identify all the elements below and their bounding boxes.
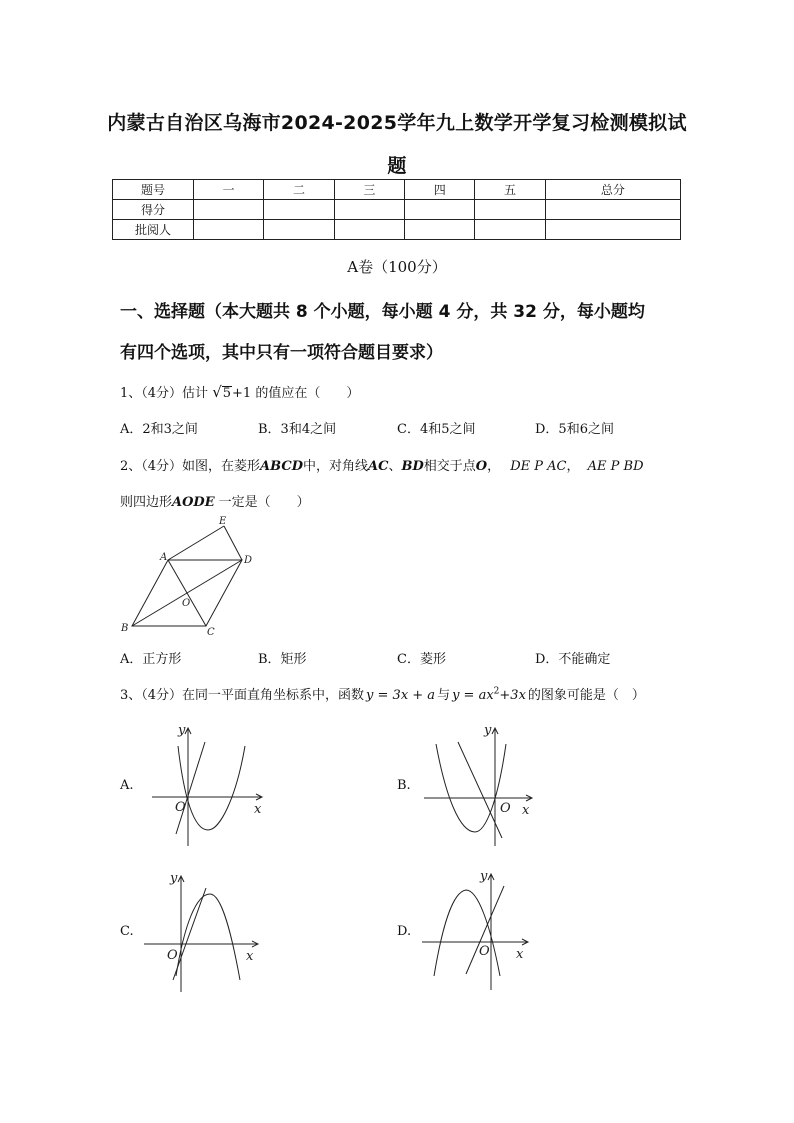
diagonal-bd-line bbox=[132, 560, 242, 626]
header-cell: 总分 bbox=[545, 180, 680, 200]
y-label: y bbox=[484, 723, 492, 738]
score-table bbox=[112, 179, 681, 240]
score-cell[interactable] bbox=[545, 200, 680, 220]
q2-option-d[interactable]: D．不能确定 bbox=[535, 652, 611, 667]
q2-text: 则四边形 bbox=[120, 495, 173, 510]
label-d: D bbox=[244, 555, 253, 566]
function-2-tail: +3x bbox=[499, 688, 526, 703]
condition-1: DE P AC bbox=[510, 459, 567, 474]
segment-ae bbox=[168, 526, 224, 560]
row-label: 批阅人 bbox=[113, 220, 194, 240]
q2-option-b[interactable]: B．矩形 bbox=[258, 652, 307, 667]
graph-a[interactable] bbox=[150, 718, 280, 848]
score-cell[interactable] bbox=[264, 200, 334, 220]
sqrt-sign: √ bbox=[212, 383, 222, 401]
graph-d[interactable] bbox=[420, 864, 550, 994]
q2-option-a[interactable]: A．正方形 bbox=[120, 652, 182, 667]
rhombus-name: ABCD bbox=[260, 459, 303, 474]
parabola-graph bbox=[176, 894, 240, 980]
score-cell[interactable] bbox=[475, 200, 545, 220]
score-table-header-row bbox=[113, 180, 681, 200]
rhombus-figure bbox=[112, 510, 262, 640]
header-cell: 二 bbox=[264, 180, 334, 200]
q2-text: 中，对角线 bbox=[302, 459, 368, 474]
q1-plus: +1 bbox=[232, 386, 252, 401]
question-1 bbox=[120, 382, 359, 401]
title-line-2: 题 bbox=[387, 155, 407, 177]
q1-tail: 的值应在（ ） bbox=[255, 386, 360, 401]
x-label: x bbox=[522, 803, 530, 818]
segment-ed bbox=[224, 526, 242, 560]
title-line-1: 内蒙古自治区乌海市2024-2025学年九上数学开学复习检测模拟试 bbox=[107, 112, 687, 134]
q1-number: 1、（4分）估计 bbox=[120, 386, 209, 401]
y-label: y bbox=[480, 869, 488, 884]
q2-option-c[interactable]: C．菱形 bbox=[397, 652, 446, 667]
score-row bbox=[113, 200, 681, 220]
score-cell[interactable] bbox=[194, 200, 264, 220]
q2-text: 一定是（ ） bbox=[218, 495, 310, 510]
q1-option-c[interactable]: C．4和5之间 bbox=[397, 422, 476, 437]
reviewer-cell[interactable] bbox=[475, 220, 545, 240]
q2-comma: ， bbox=[487, 459, 501, 474]
reviewer-cell[interactable] bbox=[334, 220, 404, 240]
function-1: y = 3x + a bbox=[366, 688, 436, 703]
origin-label: O bbox=[175, 800, 186, 815]
graph-b[interactable] bbox=[420, 718, 550, 848]
header-cell: 四 bbox=[405, 180, 475, 200]
reviewer-cell[interactable] bbox=[405, 220, 475, 240]
x-label: x bbox=[516, 947, 524, 962]
header-cell: 题号 bbox=[113, 180, 194, 200]
question-2 bbox=[120, 455, 644, 474]
score-cell[interactable] bbox=[334, 200, 404, 220]
q3-text: 与 bbox=[437, 688, 451, 703]
sqrt-argument: 5 bbox=[222, 386, 232, 401]
exponent: 2 bbox=[493, 686, 500, 697]
score-cell[interactable] bbox=[405, 200, 475, 220]
reviewer-cell[interactable] bbox=[545, 220, 680, 240]
header-cell: 一 bbox=[194, 180, 264, 200]
q3-option-a-label[interactable]: A. bbox=[120, 778, 134, 793]
q2-text: 相交于点 bbox=[423, 459, 476, 474]
header-cell: 三 bbox=[334, 180, 404, 200]
label-b: B bbox=[121, 623, 129, 634]
q3-text: 的图象可能是（ ） bbox=[527, 688, 645, 703]
reviewer-cell[interactable] bbox=[194, 220, 264, 240]
diagonal-bd: BD bbox=[401, 459, 424, 474]
section-heading-line-1: 一、选择题（本大题共 8 个小题，每小题 4 分，共 32 分，每小题均 bbox=[120, 302, 645, 322]
q1-option-a[interactable]: A．2和3之间 bbox=[120, 422, 198, 437]
question-2-line-2 bbox=[120, 491, 310, 510]
quadrilateral-name: AODE bbox=[172, 495, 215, 510]
q3-option-c-label[interactable]: C. bbox=[120, 924, 134, 939]
parabola-graph bbox=[434, 890, 500, 976]
question-3 bbox=[120, 684, 645, 703]
point-o: O bbox=[475, 459, 488, 474]
label-e: E bbox=[219, 516, 227, 527]
condition-2: AE P BD bbox=[587, 459, 644, 474]
label-c: C bbox=[207, 627, 215, 638]
q3-text: 3、（4分）在同一平面直角坐标系中，函数 bbox=[120, 688, 365, 703]
reviewer-cell[interactable] bbox=[264, 220, 334, 240]
part-title: A卷（100分） bbox=[347, 258, 447, 276]
diagonal-ac: AC bbox=[368, 459, 389, 474]
graph-c[interactable] bbox=[140, 866, 270, 996]
label-a: A bbox=[160, 552, 168, 563]
y-label: y bbox=[170, 871, 178, 886]
line-graph bbox=[176, 742, 205, 834]
q1-option-b[interactable]: B．3和4之间 bbox=[258, 422, 337, 437]
reviewer-row bbox=[113, 220, 681, 240]
q2-text: 2、（4分）如图，在菱形 bbox=[120, 459, 261, 474]
row-label: 得分 bbox=[113, 200, 194, 220]
q1-option-d[interactable]: D．5和6之间 bbox=[535, 422, 614, 437]
function-2: y = ax bbox=[452, 688, 494, 703]
q2-comma: ， bbox=[566, 459, 580, 474]
y-label: y bbox=[178, 723, 186, 738]
x-label: x bbox=[246, 949, 254, 964]
section-heading-line-2: 有四个选项，其中只有一项符合题目要求） bbox=[120, 343, 443, 363]
header-cell: 五 bbox=[475, 180, 545, 200]
q2-separator: 、 bbox=[388, 459, 402, 474]
line-graph bbox=[466, 886, 504, 974]
origin-label: O bbox=[500, 801, 511, 816]
x-label: x bbox=[254, 802, 262, 817]
q3-option-b-label[interactable]: B. bbox=[397, 778, 411, 793]
label-o: O bbox=[182, 598, 191, 609]
origin-label: O bbox=[479, 944, 490, 959]
origin-label: O bbox=[167, 948, 178, 963]
q3-option-d-label[interactable]: D. bbox=[397, 924, 412, 939]
